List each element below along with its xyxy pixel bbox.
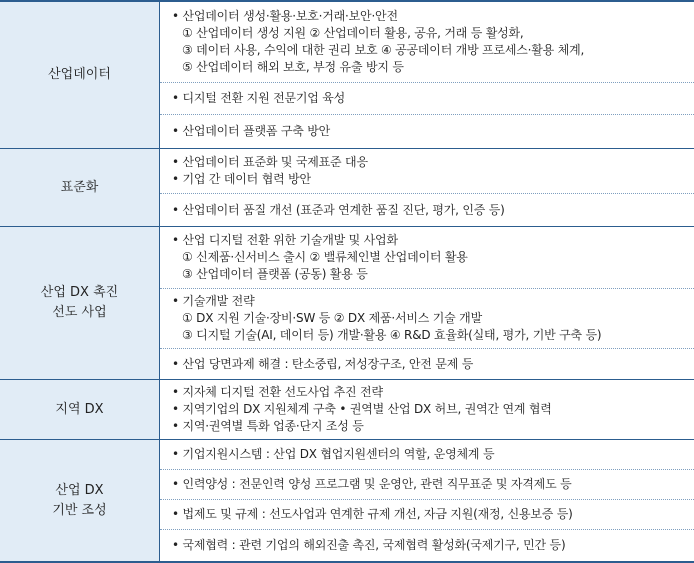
section-dx-foundation <box>0 440 694 561</box>
row-line: • 산업 당면과제 해결 : 탄소중립, 저성장구조, 안전 문제 등 <box>172 356 474 371</box>
row-line: • 기술개발 전략 <box>172 293 255 308</box>
section-dx-promotion <box>0 227 694 380</box>
table-row <box>160 530 694 561</box>
table-row <box>160 470 694 500</box>
row-line: ③ 디지털 기술(AI, 데이터 등) 개발·활용 ④ R&D 효율화(실태, 평가, 기반 구축 등) <box>182 327 602 342</box>
section-rows <box>160 227 694 379</box>
section-label-line: 지역 DX <box>55 401 104 417</box>
section-label-line: 표준화 <box>60 179 99 195</box>
table-row <box>160 289 694 350</box>
table-row <box>160 149 694 194</box>
table-row <box>160 440 694 470</box>
table-row <box>160 194 694 226</box>
table-row <box>160 380 694 439</box>
row-line: • 법제도 및 규제 : 선도사업과 연계한 규제 개선, 자금 지원(재정, 신용보증 등) <box>172 507 573 521</box>
table-row <box>160 227 694 289</box>
section-label-line: 산업 DX 촉진 <box>40 285 119 300</box>
row-line: ① DX 지원 기술·장비·SW 등 ② DX 제품·서비스 기술 개발 <box>182 310 482 325</box>
section-regional-dx <box>0 380 694 440</box>
section-label-line: 기반 조성 <box>52 502 107 518</box>
section-rows <box>160 380 694 439</box>
section-label <box>0 149 160 226</box>
section-label <box>0 2 160 148</box>
section-label <box>0 440 160 561</box>
row-line: ③ 산업데이터 플랫폼 (공동) 활용 등 <box>182 266 368 281</box>
row-line: • 인력양성 : 전문인력 양성 프로그램 및 운영안, 관련 직무표준 및 자격제도 등 <box>172 477 572 491</box>
row-line: • 산업데이터 생성·활용·보호·거래·보안·안전 <box>172 9 398 24</box>
section-label-line: 산업 DX <box>55 482 104 498</box>
section-label <box>0 227 160 379</box>
section-industrial-data <box>0 2 694 149</box>
row-line: • 산업 디지털 전환 위한 기술개발 및 사업화 <box>172 232 398 247</box>
section-label <box>0 380 160 439</box>
row-line: ① 산업데이터 생성 지원 ② 산업데이터 활용, 공유, 거래 등 활성화, <box>182 26 524 41</box>
table-row <box>160 349 694 379</box>
row-line: ③ 데이터 사용, 수익에 대한 권리 보호 ④ 공공데이터 개방 프로세스·활용 체계, <box>182 43 585 58</box>
row-line: • 산업데이터 플랫폼 구축 방안 <box>172 124 331 139</box>
section-standardization <box>0 149 694 227</box>
row-line: • 기업 간 데이터 협력 방안 <box>172 172 311 187</box>
table-row <box>160 115 694 148</box>
row-line: • 지역·권역별 특화 업종·단지 조성 등 <box>172 419 364 433</box>
section-rows <box>160 440 694 561</box>
row-line: • 기업지원시스템 : 산업 DX 협업지원센터의 역할, 운영체계 등 <box>172 447 495 461</box>
table-row <box>160 2 694 83</box>
row-line: • 지자체 디지털 전환 선도사업 추진 전략 <box>172 385 383 399</box>
row-line: ⑤ 산업데이터 해외 보호, 부정 유출 방지 등 <box>182 60 404 75</box>
row-line: • 산업데이터 품질 개선 (표준과 연계한 품질 진단, 평가, 인증 등) <box>172 202 505 217</box>
table-row <box>160 500 694 530</box>
row-line: • 산업데이터 표준화 및 국제표준 대응 <box>172 155 368 170</box>
section-label-line: 산업데이터 <box>48 67 111 82</box>
table-row <box>160 83 694 115</box>
row-line: • 디지털 전환 지원 전문기업 육성 <box>172 91 346 106</box>
row-line: • 국제협력 : 관련 기업의 해외진출 촉진, 국제협력 활성화(국제기구, 민간 등) <box>172 538 566 552</box>
section-rows <box>160 149 694 226</box>
row-line: • 지역기업의 DX 지원체계 구축 • 권역별 산업 DX 허브, 권역간 연계 협력 <box>172 402 552 416</box>
section-label-line: 선도 사업 <box>52 305 107 320</box>
row-line: ① 신제품·신서비스 출시 ② 밸류체인별 산업데이터 활용 <box>182 249 468 264</box>
section-rows <box>160 2 694 148</box>
